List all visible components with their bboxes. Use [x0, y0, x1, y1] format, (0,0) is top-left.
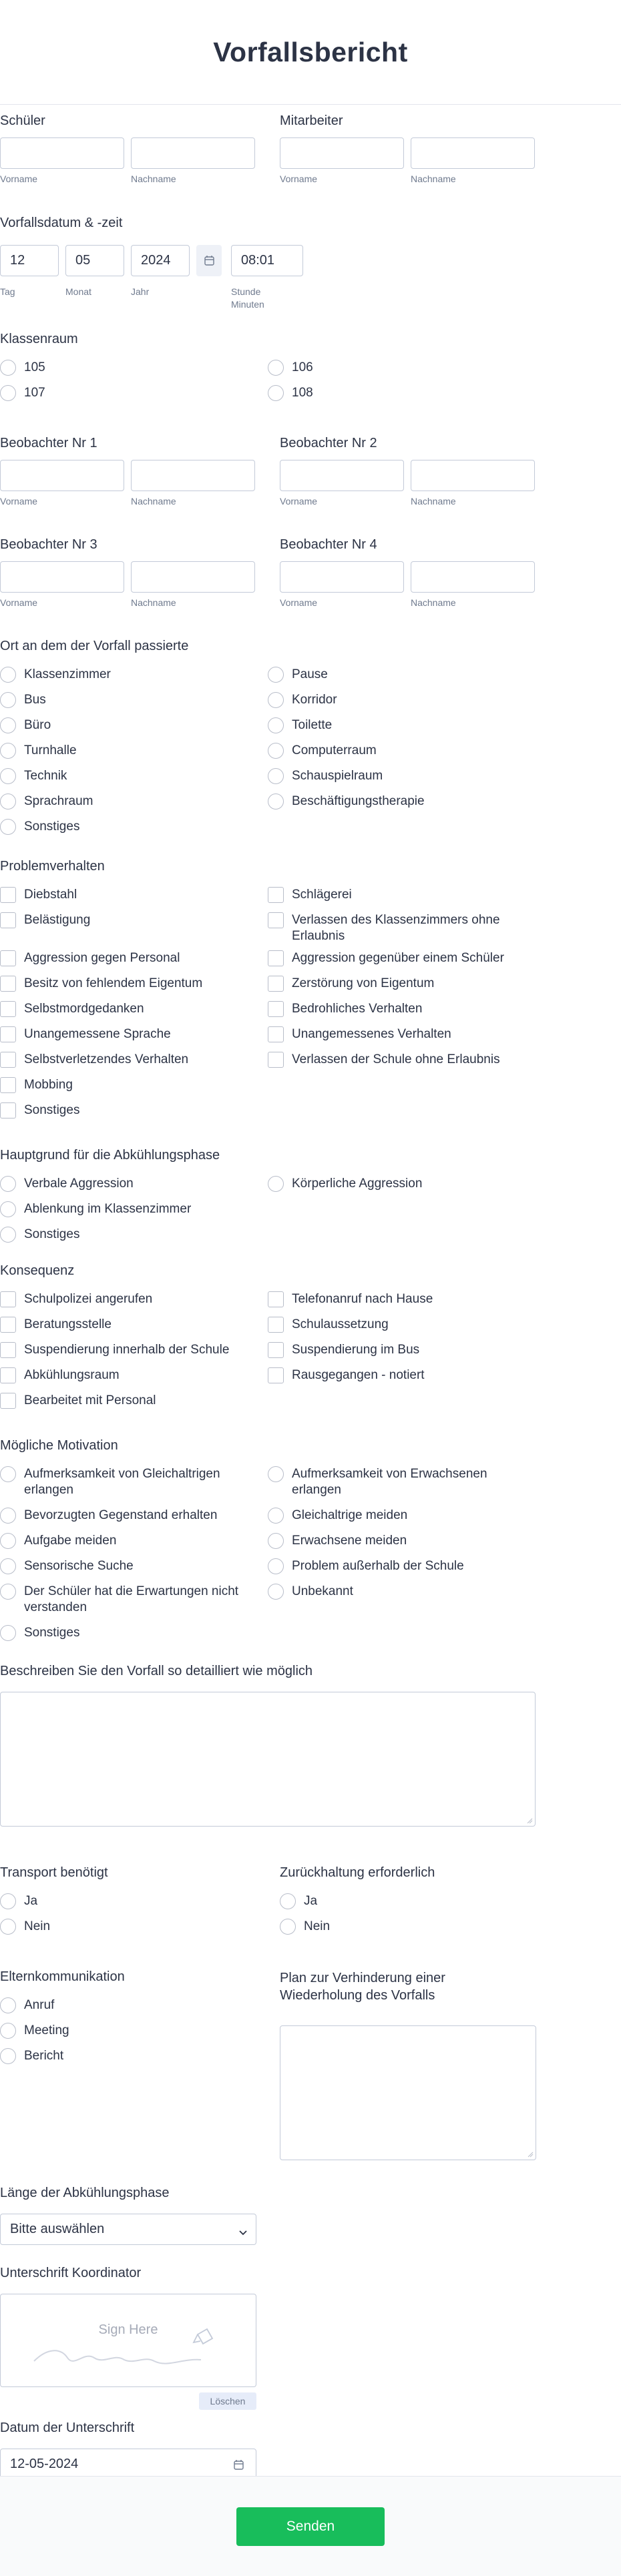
- restraint-label: Zurückhaltung erforderlich: [280, 1865, 435, 1880]
- classroom-107[interactable]: [0, 385, 240, 401]
- radio-button[interactable]: [0, 1466, 16, 1482]
- restraint-no[interactable]: [280, 1919, 480, 1935]
- motivation-label: Mögliche Motivation: [0, 1438, 118, 1453]
- radio-button[interactable]: [0, 385, 16, 401]
- checkbox[interactable]: [0, 912, 16, 928]
- observer-3-last-sublabel: Nachname: [131, 597, 176, 608]
- radio-button[interactable]: [268, 1558, 284, 1574]
- radio-button[interactable]: [268, 1533, 284, 1549]
- radio-button[interactable]: [0, 793, 16, 810]
- observer-1-first-sublabel: Vorname: [0, 496, 38, 507]
- consequence-right-3[interactable]: [268, 1367, 522, 1383]
- radio-button[interactable]: [280, 1893, 296, 1909]
- signature-label: Unterschrift Koordinator: [0, 2266, 142, 2280]
- option-label: Suspendierung innerhalb der Schule: [24, 1343, 230, 1357]
- observer-2-last-input[interactable]: [411, 460, 535, 491]
- option-label: Pause: [292, 667, 328, 681]
- month-input[interactable]: 05: [65, 245, 124, 276]
- option-label: Nein: [304, 1919, 331, 1933]
- parent-1[interactable]: [0, 2023, 200, 2039]
- observer-3-first-input[interactable]: [0, 561, 124, 593]
- option-label: Nein: [24, 1919, 51, 1933]
- radio-button[interactable]: [0, 819, 16, 835]
- radio-button[interactable]: [0, 768, 16, 784]
- location-left-6[interactable]: [0, 819, 254, 835]
- behavior-left-3[interactable]: [0, 976, 254, 992]
- option-label: Körperliche Aggression: [292, 1177, 423, 1191]
- radio-button[interactable]: [0, 1227, 16, 1243]
- date-label: Vorfallsdatum & -zeit: [0, 216, 123, 230]
- signature-placeholder: Sign Here: [98, 2322, 158, 2337]
- plan-label: Plan zur Verhinderung einer Wiederholung des Vorfalls: [280, 1971, 445, 2003]
- cooldown-left-2[interactable]: [0, 1227, 254, 1243]
- option-label: Mobbing: [24, 1078, 73, 1092]
- radio-button[interactable]: [0, 1919, 16, 1935]
- consequence-left-3[interactable]: [0, 1367, 254, 1383]
- consequence-right-2[interactable]: [268, 1342, 522, 1358]
- option-label: Unbekannt: [292, 1584, 353, 1598]
- observer-1-last-sublabel: Nachname: [131, 496, 176, 507]
- cooldown-left-0[interactable]: [0, 1176, 254, 1192]
- location-right-0[interactable]: [268, 667, 522, 683]
- consequence-left-0[interactable]: [0, 1291, 254, 1307]
- option-label: Schlägerei: [292, 888, 352, 902]
- location-left-5[interactable]: [0, 793, 254, 810]
- observer-2-last-sublabel: Nachname: [411, 496, 456, 507]
- behavior-right-3[interactable]: [268, 976, 535, 992]
- form-footer: [0, 2476, 621, 2576]
- option-label: Unangemessenes Verhalten: [292, 1027, 451, 1041]
- location-left-2[interactable]: [0, 717, 254, 733]
- behavior-right-4[interactable]: [268, 1001, 535, 1017]
- consequence-left-1[interactable]: [0, 1317, 254, 1333]
- checkbox[interactable]: [0, 1291, 16, 1307]
- motivation-right-2[interactable]: [268, 1533, 515, 1549]
- option-label: Belästigung: [24, 913, 91, 927]
- option-label: Sonstiges: [24, 1103, 80, 1117]
- page-title: Vorfallsbericht: [213, 36, 408, 67]
- radio-button[interactable]: [268, 768, 284, 784]
- option-label: Toilette: [292, 718, 333, 732]
- checkbox[interactable]: [268, 1367, 284, 1383]
- radio-button[interactable]: [268, 385, 284, 401]
- student-label: Schüler: [0, 113, 45, 128]
- consequence-left-2[interactable]: [0, 1342, 254, 1358]
- employee-last-sublabel: Nachname: [411, 174, 456, 184]
- student-last-input[interactable]: [131, 137, 255, 169]
- behavior-right-0[interactable]: [268, 887, 535, 903]
- option-label: Schulpolizei angerufen: [24, 1292, 153, 1306]
- radio-button[interactable]: [268, 667, 284, 683]
- behavior-left-5[interactable]: [0, 1026, 254, 1042]
- behavior-left-0[interactable]: [0, 887, 254, 903]
- option-label: Aggression gegen Personal: [24, 951, 180, 965]
- option-label: Beratungsstelle: [24, 1317, 112, 1331]
- option-label: Anruf: [24, 1998, 55, 2012]
- year-input[interactable]: 2024: [131, 245, 190, 276]
- observer-4-label: Beobachter Nr 4: [280, 537, 377, 552]
- option-label: Beschäftigungstherapie: [292, 794, 425, 808]
- motivation-right-3[interactable]: [268, 1558, 515, 1574]
- checkbox[interactable]: [268, 912, 284, 928]
- classroom-label: Klassenraum: [0, 332, 78, 346]
- time-input[interactable]: 08:01: [231, 245, 303, 276]
- student-first-input[interactable]: [0, 137, 124, 169]
- option-label: Schauspielraum: [292, 769, 383, 783]
- parent-label: Elternkommunikation: [0, 1969, 125, 1984]
- option-label: Bericht: [24, 2049, 64, 2063]
- option-label: Sonstiges: [24, 1626, 80, 1640]
- option-label: Klassenzimmer: [24, 667, 111, 681]
- option-label: Zerstörung von Eigentum: [292, 976, 435, 990]
- option-label: 106: [292, 360, 313, 374]
- location-right-2[interactable]: [268, 717, 522, 733]
- classroom-108[interactable]: [268, 385, 508, 401]
- option-label: Bearbeitet mit Personal: [24, 1393, 156, 1407]
- location-right-1[interactable]: [268, 692, 522, 708]
- option-label: Aufmerksamkeit von Gleichaltrigen erlangen: [24, 1467, 220, 1497]
- describe-label: Beschreiben Sie den Vorfall so detailliert wie möglich: [0, 1664, 313, 1678]
- radio-button[interactable]: [0, 1176, 16, 1192]
- option-label: Schulaussetzung: [292, 1317, 389, 1331]
- option-label: Rausgegangen - notiert: [292, 1368, 425, 1382]
- parent-0[interactable]: [0, 1997, 200, 2013]
- option-label: Ja: [24, 1894, 38, 1908]
- radio-button[interactable]: [0, 692, 16, 708]
- radio-button[interactable]: [0, 717, 16, 733]
- option-label: Selbstmordgedanken: [24, 1002, 144, 1016]
- consequence-right-0[interactable]: [268, 1291, 522, 1307]
- option-label: Bevorzugten Gegenstand erhalten: [24, 1508, 218, 1522]
- option-label: Abkühlungsraum: [24, 1368, 120, 1382]
- radio-button[interactable]: [0, 667, 16, 683]
- radio-button[interactable]: [268, 793, 284, 810]
- restraint-yes[interactable]: [280, 1893, 480, 1909]
- calendar-icon[interactable]: [232, 2458, 246, 2471]
- sign-date-input[interactable]: 12-05-2024: [0, 2449, 256, 2480]
- option-label: Sonstiges: [24, 1227, 80, 1241]
- behavior-right-1[interactable]: [268, 912, 535, 944]
- option-label: Sprachraum: [24, 794, 93, 808]
- option-label: Selbstverletzendes Verhalten: [24, 1052, 189, 1066]
- option-label: Der Schüler hat die Erwartungen nicht verstanden: [24, 1584, 239, 1614]
- motivation-left-2[interactable]: [0, 1533, 247, 1549]
- observer-4-first-sublabel: Vorname: [280, 597, 318, 608]
- option-label: Suspendierung im Bus: [292, 1343, 420, 1357]
- checkbox[interactable]: [268, 1026, 284, 1042]
- radio-button[interactable]: [268, 692, 284, 708]
- option-label: Computerraum: [292, 743, 377, 757]
- classroom-105[interactable]: [0, 360, 240, 376]
- radio-button[interactable]: [0, 1508, 16, 1524]
- option-label: Ja: [304, 1894, 318, 1908]
- cooldown-length-select[interactable]: Bitte auswählen: [0, 2214, 256, 2245]
- behavior-label: Problemverhalten: [0, 859, 105, 874]
- behavior-left-6[interactable]: [0, 1052, 254, 1068]
- checkbox[interactable]: [268, 1342, 284, 1358]
- motivation-left-1[interactable]: [0, 1508, 247, 1524]
- option-label: Aufgabe meiden: [24, 1534, 117, 1548]
- location-label: Ort an dem der Vorfall passierte: [0, 639, 189, 653]
- consequence-right-1[interactable]: [268, 1317, 522, 1333]
- sign-date-label: Datum der Unterschrift: [0, 2421, 135, 2435]
- hour-sublabel: Stunde: [231, 286, 261, 297]
- motivation-left-4[interactable]: [0, 1584, 247, 1616]
- classroom-106[interactable]: [268, 360, 508, 376]
- option-label: Telefonanruf nach Hause: [292, 1292, 433, 1306]
- checkbox[interactable]: [0, 1102, 16, 1118]
- observer-3-first-sublabel: Vorname: [0, 597, 38, 608]
- chevron-down-icon: [239, 2227, 247, 2232]
- checkbox[interactable]: [0, 1393, 16, 1409]
- checkbox[interactable]: [0, 1052, 16, 1068]
- radio-button[interactable]: [268, 1584, 284, 1600]
- consequence-label: Konsequenz: [0, 1263, 75, 1278]
- cooldown-right-0[interactable]: [268, 1176, 522, 1192]
- radio-button[interactable]: [268, 1466, 284, 1482]
- option-label: Ablenkung im Klassenzimmer: [24, 1202, 192, 1216]
- observer-1-last-input[interactable]: [131, 460, 255, 491]
- observer-3-last-input[interactable]: [131, 561, 255, 593]
- radio-button[interactable]: [0, 1584, 16, 1600]
- location-left-0[interactable]: [0, 667, 254, 683]
- option-label: Aufmerksamkeit von Erwachsenen erlangen: [292, 1467, 487, 1497]
- motivation-right-4[interactable]: [268, 1584, 515, 1600]
- checkbox[interactable]: [0, 1342, 16, 1358]
- radio-button[interactable]: [0, 1533, 16, 1549]
- employee-last-input[interactable]: [411, 137, 535, 169]
- day-sublabel: Tag: [0, 286, 15, 297]
- option-label: Korridor: [292, 693, 337, 707]
- checkbox[interactable]: [0, 1367, 16, 1383]
- observer-2-label: Beobachter Nr 2: [280, 436, 377, 450]
- observer-2-first-input[interactable]: [280, 460, 404, 491]
- plan-textarea[interactable]: [280, 2025, 536, 2160]
- student-last-sublabel: Nachname: [131, 174, 176, 184]
- observer-3-label: Beobachter Nr 3: [0, 537, 97, 552]
- option-label: Unangemessene Sprache: [24, 1027, 171, 1041]
- option-label: Besitz von fehlendem Eigentum: [24, 976, 203, 990]
- checkbox[interactable]: [268, 1001, 284, 1017]
- radio-button[interactable]: [0, 1201, 16, 1217]
- employee-first-input[interactable]: [280, 137, 404, 169]
- behavior-left-2[interactable]: [0, 950, 254, 966]
- behavior-left-4[interactable]: [0, 1001, 254, 1017]
- location-left-1[interactable]: [0, 692, 254, 708]
- radio-button[interactable]: [268, 1176, 284, 1192]
- radio-button[interactable]: [268, 717, 284, 733]
- motivation-right-0[interactable]: [268, 1466, 515, 1498]
- radio-button[interactable]: [0, 2048, 16, 2064]
- option-label: Erwachsene meiden: [292, 1534, 407, 1548]
- radio-button[interactable]: [0, 1893, 16, 1909]
- observer-1-first-input[interactable]: [0, 460, 124, 491]
- signature-pad[interactable]: [0, 2294, 256, 2387]
- radio-button[interactable]: [280, 1919, 296, 1935]
- option-label: Diebstahl: [24, 888, 77, 902]
- checkbox[interactable]: [0, 1077, 16, 1093]
- option-label: Meeting: [24, 2023, 69, 2037]
- employee-label: Mitarbeiter: [280, 113, 343, 128]
- option-label: Sensorische Suche: [24, 1559, 134, 1573]
- motivation-right-1[interactable]: [268, 1508, 515, 1524]
- month-sublabel: Monat: [65, 286, 91, 297]
- behavior-right-2[interactable]: [268, 950, 535, 966]
- checkbox[interactable]: [0, 887, 16, 903]
- observer-1-label: Beobachter Nr 1: [0, 436, 97, 450]
- day-input[interactable]: 12: [0, 245, 59, 276]
- location-left-4[interactable]: [0, 768, 254, 784]
- location-left-3[interactable]: [0, 743, 254, 759]
- checkbox[interactable]: [0, 1026, 16, 1042]
- student-first-sublabel: Vorname: [0, 174, 38, 184]
- radio-button[interactable]: [0, 1625, 16, 1641]
- option-label: Büro: [24, 718, 51, 732]
- option-label: 105: [24, 360, 45, 374]
- transport-yes[interactable]: [0, 1893, 200, 1909]
- employee-first-sublabel: Vorname: [280, 174, 318, 184]
- option-label: Technik: [24, 769, 67, 783]
- option-label: 108: [292, 386, 313, 400]
- location-right-3[interactable]: [268, 743, 522, 759]
- checkbox[interactable]: [268, 976, 284, 992]
- behavior-left-8[interactable]: [0, 1102, 254, 1118]
- year-sublabel: Jahr: [131, 286, 150, 297]
- motivation-left-5[interactable]: [0, 1625, 247, 1641]
- behavior-left-7[interactable]: [0, 1077, 254, 1093]
- option-label: 107: [24, 386, 45, 400]
- radio-button[interactable]: [0, 743, 16, 759]
- transport-no[interactable]: [0, 1919, 200, 1935]
- parent-2[interactable]: [0, 2048, 200, 2064]
- motivation-left-0[interactable]: [0, 1466, 247, 1498]
- option-label: Verlassen der Schule ohne Erlaubnis: [292, 1052, 500, 1066]
- radio-button[interactable]: [0, 1558, 16, 1574]
- radio-button[interactable]: [268, 743, 284, 759]
- observer-2-first-sublabel: Vorname: [280, 496, 318, 507]
- checkbox[interactable]: [0, 976, 16, 992]
- checkbox[interactable]: [0, 950, 16, 966]
- behavior-right-5[interactable]: [268, 1026, 535, 1042]
- checkbox[interactable]: [268, 1291, 284, 1307]
- radio-button[interactable]: [0, 2023, 16, 2039]
- cooldown-left-1[interactable]: [0, 1201, 254, 1217]
- clear-signature-button[interactable]: Löschen: [199, 2392, 256, 2410]
- checkbox[interactable]: [0, 1001, 16, 1017]
- transport-label: Transport benötigt: [0, 1865, 108, 1880]
- cooldown-reason-label: Hauptgrund für die Abkühlungsphase: [0, 1148, 220, 1163]
- option-label: Bedrohliches Verhalten: [292, 1002, 423, 1016]
- submit-button[interactable]: Senden: [236, 2507, 385, 2546]
- form-header: [0, 0, 621, 105]
- location-right-5[interactable]: [268, 793, 522, 810]
- checkbox[interactable]: [268, 1317, 284, 1333]
- behavior-left-1[interactable]: [0, 912, 254, 928]
- checkbox[interactable]: [268, 1052, 284, 1068]
- observer-4-first-input[interactable]: [280, 561, 404, 593]
- form-body: [0, 105, 621, 2474]
- option-label: Sonstiges: [24, 820, 80, 834]
- calendar-icon[interactable]: [196, 245, 222, 276]
- option-label: Problem außerhalb der Schule: [292, 1559, 464, 1573]
- radio-button[interactable]: [0, 1997, 16, 2013]
- behavior-right-6[interactable]: [268, 1052, 535, 1068]
- minute-sublabel: Minuten: [231, 299, 264, 310]
- option-label: Verlassen des Klassenzimmers ohne Erlaubnis: [292, 913, 500, 943]
- observer-4-last-input[interactable]: [411, 561, 535, 593]
- option-label: Turnhalle: [24, 743, 77, 757]
- checkbox[interactable]: [0, 1317, 16, 1333]
- location-right-4[interactable]: [268, 768, 522, 784]
- checkbox[interactable]: [268, 950, 284, 966]
- radio-button[interactable]: [268, 360, 284, 376]
- option-label: Gleichaltrige meiden: [292, 1508, 408, 1522]
- radio-button[interactable]: [0, 360, 16, 376]
- cooldown-length-label: Länge der Abkühlungsphase: [0, 2186, 170, 2200]
- consequence-left-4[interactable]: [0, 1393, 254, 1409]
- checkbox[interactable]: [268, 887, 284, 903]
- option-label: Aggression gegenüber einem Schüler: [292, 951, 504, 965]
- radio-button[interactable]: [268, 1508, 284, 1524]
- option-label: Bus: [24, 693, 46, 707]
- option-label: Verbale Aggression: [24, 1177, 134, 1191]
- description-textarea[interactable]: [0, 1692, 536, 1827]
- motivation-left-3[interactable]: [0, 1558, 247, 1574]
- observer-4-last-sublabel: Nachname: [411, 597, 456, 608]
